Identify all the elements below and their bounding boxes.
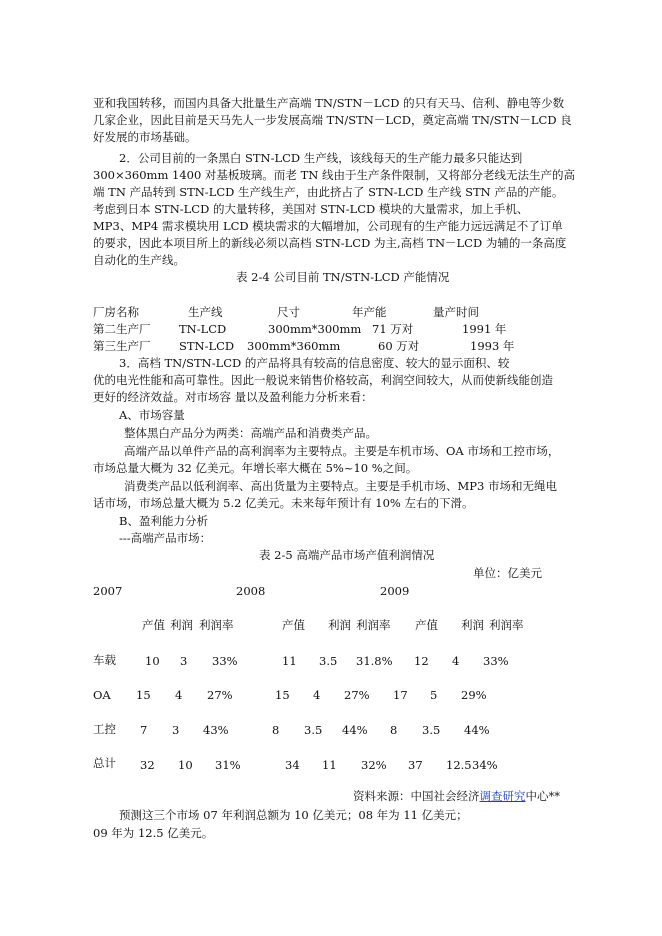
table-cell: 1993 年	[470, 339, 515, 353]
column-header: 利润率	[489, 618, 524, 632]
table-cell: 10	[178, 758, 193, 772]
paragraph-line: 高端产品以单件产品的高利润率为主要特点。主要是车机市场、OA 市场和工控市场，	[124, 444, 560, 458]
table-cell: 12	[414, 654, 429, 668]
table-cell: 1991 年	[462, 322, 507, 336]
section-heading: A、市场容量	[119, 408, 185, 422]
table-cell: 7	[140, 723, 148, 737]
forecast-line: 预测这三个市场 07 年利润总额为 10 亿美元；08 年为 11 亿美元；	[119, 808, 468, 822]
table-cell: 3.5	[304, 723, 323, 737]
table-cell: 第二生产厂	[93, 322, 151, 336]
table-cell: 3	[180, 654, 188, 668]
table-cell: 11	[322, 758, 337, 772]
column-header: 产值	[142, 618, 165, 632]
column-header: 利润	[461, 618, 484, 632]
table-caption: 表 2-5 高端产品市场产值利润情况	[259, 548, 435, 562]
table-cell: 4	[452, 654, 460, 668]
table-cell: 10	[145, 654, 160, 668]
source-prefix: 资料来源：中国社会经济	[353, 789, 480, 803]
paragraph-line: 端 TN 产品转到 STN-LCD 生产线生产，由此挤占了 STN-LCD 生产线 STN 产品的产能。	[93, 185, 564, 199]
table-cell: 31.8%	[356, 654, 393, 668]
paragraph-line: 自动化的生产线。	[93, 253, 185, 267]
table-cell: STN-LCD	[179, 339, 235, 353]
paragraph-line: MP3、MP4 需求模块用 LCD 模块需求的大幅增加，公司现有的生产能力远远满足不了订单	[93, 219, 563, 233]
table-header: 生产线	[188, 305, 223, 319]
table-cell: 27%	[344, 688, 370, 702]
paragraph-line: 几家企业，因此目前是天马先人一步发展高端 TN/STN－LCD，奠定高端 TN/STN－LCD 良	[93, 113, 572, 127]
table-header: 年产能	[352, 305, 387, 319]
table-cell: 4	[313, 688, 321, 702]
table-cell: 300mm*360mm	[247, 339, 341, 353]
table-cell: 12.5	[446, 758, 472, 772]
row-label: 车载	[93, 653, 116, 667]
table-header: 尺寸	[277, 305, 300, 319]
survey-research-link[interactable]: 调查研究	[479, 789, 526, 803]
unit-label: 单位：亿美元	[473, 566, 542, 580]
paragraph-line: 整体黑白产品分为两类：高端产品和消费类产品。	[124, 426, 377, 440]
row-label: 工控	[93, 722, 116, 736]
source-note	[353, 789, 560, 803]
table-cell: 3.5	[319, 654, 338, 668]
table-cell: 27%	[207, 688, 233, 702]
column-header: 利润	[328, 618, 351, 632]
table-cell: 5	[430, 688, 438, 702]
table-cell: 17	[393, 688, 408, 702]
table-cell: 300mm*300mm	[268, 322, 362, 336]
section-subheading: ---高端产品市场：	[119, 531, 212, 545]
paragraph-line: 3．高档 TN/STN-LCD 的产品将具有较高的信息密度、较大的显示面积、较	[119, 356, 510, 370]
section-heading: B、盈利能力分析	[119, 514, 208, 528]
paragraph-line: 更好的经济效益。对市场容 量以及盈利能力分析来看：	[93, 390, 373, 404]
table-cell: 34%	[472, 758, 498, 772]
column-header: 产值	[282, 618, 305, 632]
row-label: 总计	[93, 756, 116, 770]
year-header: 2008	[236, 584, 266, 598]
table-cell: 15	[136, 688, 151, 702]
column-header: 利润率	[356, 618, 391, 632]
table-cell: 44%	[342, 723, 368, 737]
paragraph-line: 2．公司目前的一条黑白 STN-LCD 生产线，该线每天的生产能力最多只能达到	[119, 151, 523, 165]
paragraph-line: 亚和我国转移，而国内具备大批量生产高端 TN/STN－LCD 的只有天马、信利、静电等少数	[93, 96, 565, 110]
paragraph-line: 的要求，因此本项目所上的新线必须以高档 STN-LCD 为主,高档 TN－LCD 为辅的一条高度	[93, 236, 567, 250]
paragraph-line: 考虑到日本 STN-LCD 的大量转移，美国对 STN-LCD 模块的大量需求，加上手机、	[93, 202, 529, 216]
table-cell: 60 万对	[378, 339, 420, 353]
table-cell: 33%	[483, 654, 509, 668]
source-suffix: 中心**	[525, 789, 560, 803]
paragraph-line: 消费类产品以低利润率、高出货量为主要特点。主要是手机市场、MP3 市场和无绳电	[124, 479, 557, 493]
table-cell: 8	[390, 723, 398, 737]
table-cell: 第三生产厂	[93, 339, 151, 353]
table-header: 量产时间	[433, 305, 479, 319]
table-cell: 32	[140, 758, 155, 772]
table-header: 厂房名称	[93, 305, 139, 319]
column-header: 利润率	[199, 618, 234, 632]
year-header: 2007	[93, 584, 123, 598]
table-cell: 15	[275, 688, 290, 702]
table-cell: 34	[285, 758, 300, 772]
column-header: 利润	[170, 618, 193, 632]
paragraph-line: 话市场，市场总量大概为 5.2 亿美元。未来每年预计有 10% 左右的下滑。	[93, 496, 474, 510]
paragraph-line: 优的电光性能和高可靠性。因此一般说来销售价格较高，利润空间较大，从而使新线能创造	[93, 373, 553, 387]
table-cell: 44%	[464, 723, 490, 737]
paragraph-line: 好发展的市场基础。	[93, 130, 197, 144]
paragraph-line: 市场总量大概为 32 亿美元。年增长率大概在 5%~10 %之间。	[93, 461, 418, 475]
table-caption: 表 2-4 公司目前 TN/STN-LCD 产能情况	[236, 270, 450, 284]
column-header: 产值	[415, 618, 438, 632]
forecast-line: 09 年为 12.5 亿美元。	[93, 826, 214, 840]
table-cell: 3	[172, 723, 180, 737]
table-cell: 37	[408, 758, 423, 772]
row-label: OA	[93, 688, 111, 702]
table-cell: 43%	[203, 723, 229, 737]
table-cell: 3.5	[422, 723, 441, 737]
table-cell: 8	[272, 723, 280, 737]
table-cell: 29%	[461, 688, 487, 702]
table-cell: 31%	[215, 758, 241, 772]
paragraph-line: 300×360mm 1400 对基板玻璃。而老 TN 线由于生产条件限制，又将部分老线无法生产的高	[93, 168, 575, 182]
table-cell: TN-LCD	[179, 322, 227, 336]
table-cell: 33%	[212, 654, 238, 668]
table-cell: 4	[175, 688, 183, 702]
table-cell: 32%	[361, 758, 387, 772]
year-header: 2009	[380, 584, 410, 598]
table-cell: 71 万对	[372, 322, 414, 336]
table-cell: 11	[282, 654, 297, 668]
